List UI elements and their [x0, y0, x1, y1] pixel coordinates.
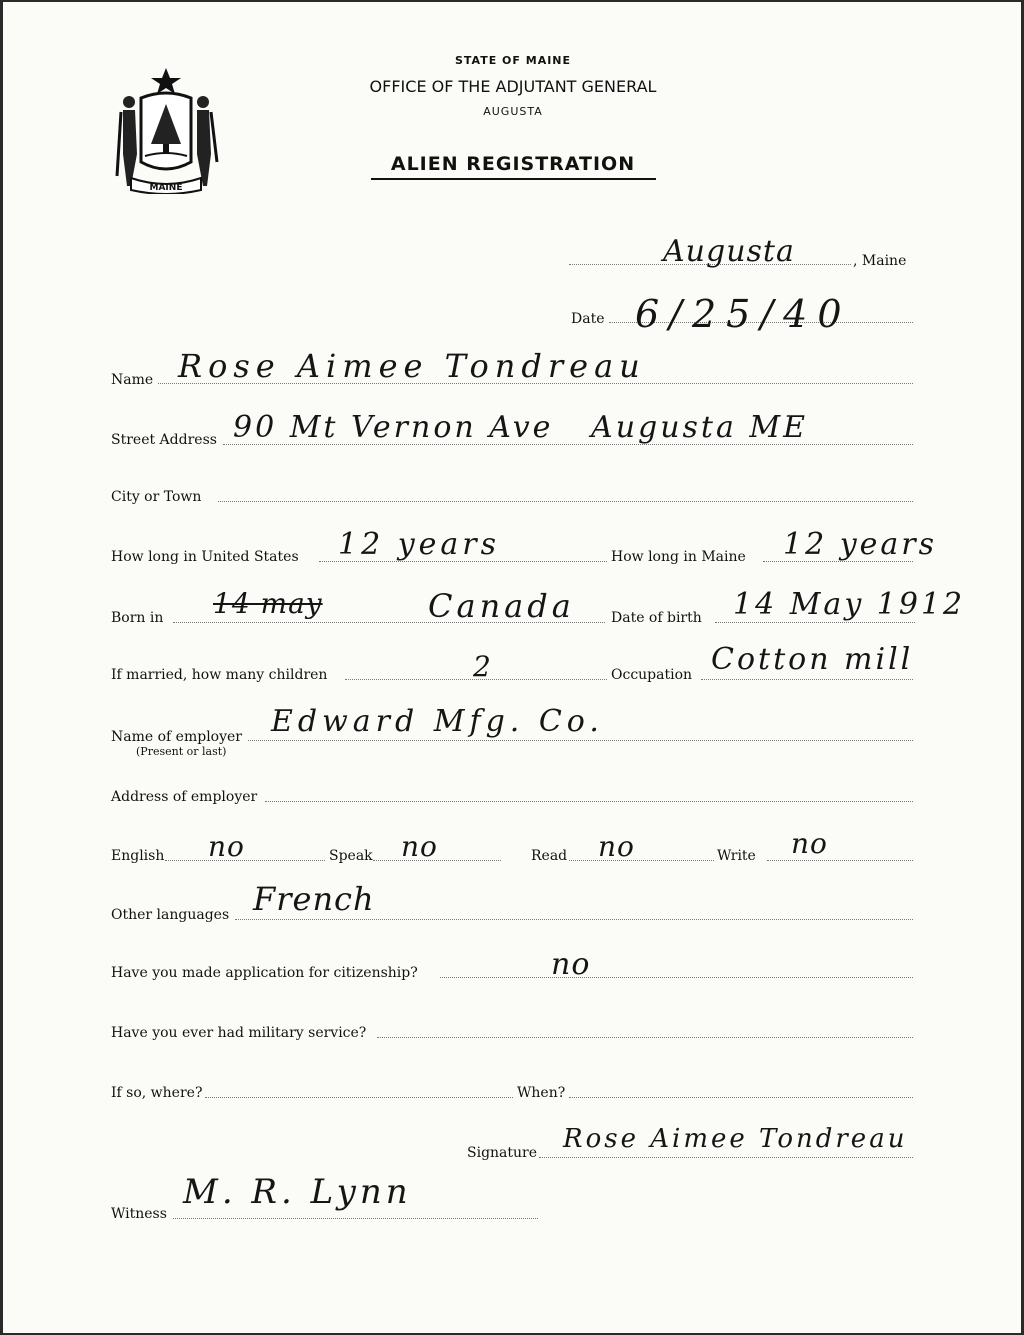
witness-label: Witness	[111, 1206, 167, 1222]
children-label: If married, how many children	[111, 667, 328, 683]
where-dots	[205, 1097, 513, 1098]
write-value: no	[791, 827, 828, 860]
born-in-struck-entry: 14 may	[213, 587, 323, 620]
employer-sublabel: (Present or last)	[136, 745, 227, 758]
when-dots	[569, 1097, 913, 1098]
title-underline	[371, 178, 656, 180]
english-value: no	[208, 830, 245, 863]
seal-lettering: MAINE	[149, 183, 183, 193]
where-label: If so, where?	[111, 1085, 203, 1101]
date-of-birth-value: 14 May 1912	[733, 587, 966, 622]
speak-value: no	[401, 830, 438, 863]
born-in-label: Born in	[111, 610, 164, 626]
state-seal-logo	[111, 66, 221, 194]
when-label: When?	[517, 1085, 566, 1101]
military-dots	[377, 1037, 913, 1038]
date-label: Date	[571, 311, 605, 327]
military-label: Have you ever had military service?	[111, 1025, 367, 1041]
city-dots	[218, 501, 913, 502]
occupation-label: Occupation	[611, 667, 693, 683]
other-languages-value: French	[253, 880, 375, 918]
employer-address-dots	[265, 801, 913, 802]
employer-dots	[248, 740, 913, 741]
how-long-maine-value: 12 years	[783, 527, 938, 562]
signature-dots	[539, 1157, 913, 1158]
read-value: no	[598, 830, 635, 863]
speak-label: Speak	[329, 848, 373, 864]
occupation-dots	[701, 679, 913, 680]
page-title: ALIEN REGISTRATION	[390, 153, 636, 175]
date-value: 6/25/40	[635, 292, 852, 336]
street-address-value: 90 Mt Vernon Ave Augusta ME	[233, 410, 809, 445]
place-value: Augusta	[663, 234, 795, 269]
children-value: 2	[473, 650, 492, 683]
other-languages-dots	[235, 919, 913, 920]
header-state: STATE OF MAINE	[454, 54, 572, 67]
place-suffix: , Maine	[853, 253, 907, 269]
english-label: English	[111, 848, 165, 864]
how-long-us-label: How long in United States	[111, 549, 299, 565]
how-long-us-value: 12 years	[338, 527, 501, 562]
other-languages-label: Other languages	[111, 907, 230, 923]
street-address-label: Street Address	[111, 432, 217, 448]
how-long-maine-label: How long in Maine	[611, 549, 746, 565]
employer-label: Name of employer	[111, 729, 242, 745]
write-dots	[767, 860, 913, 861]
read-dots	[569, 860, 714, 861]
name-value: Rose Aimee Tondreau	[178, 347, 646, 385]
english-dots	[165, 860, 325, 861]
employer-address-label: Address of employer	[111, 789, 258, 805]
witness-dots	[173, 1218, 538, 1219]
date-of-birth-dots	[715, 622, 915, 623]
signature-value: Rose Aimee Tondreau	[563, 1124, 908, 1154]
citizenship-value: no	[551, 947, 591, 982]
employer-value: Edward Mfg. Co.	[271, 704, 604, 739]
witness-value: M. R. Lynn	[183, 1172, 412, 1212]
date-of-birth-label: Date of birth	[611, 610, 702, 626]
city-label: City or Town	[111, 489, 202, 505]
citizenship-dots	[440, 977, 913, 978]
header-office: OFFICE OF THE ADJUTANT GENERAL	[369, 77, 657, 96]
write-label: Write	[717, 848, 756, 864]
occupation-value: Cotton mill	[711, 642, 914, 677]
born-in-value: Canada	[428, 587, 575, 625]
citizenship-label: Have you made application for citizenship?	[111, 965, 418, 981]
signature-label: Signature	[467, 1145, 538, 1161]
name-label: Name	[111, 372, 154, 388]
form-page	[3, 2, 1021, 1333]
header-city: AUGUSTA	[483, 105, 543, 118]
read-label: Read	[531, 848, 568, 864]
